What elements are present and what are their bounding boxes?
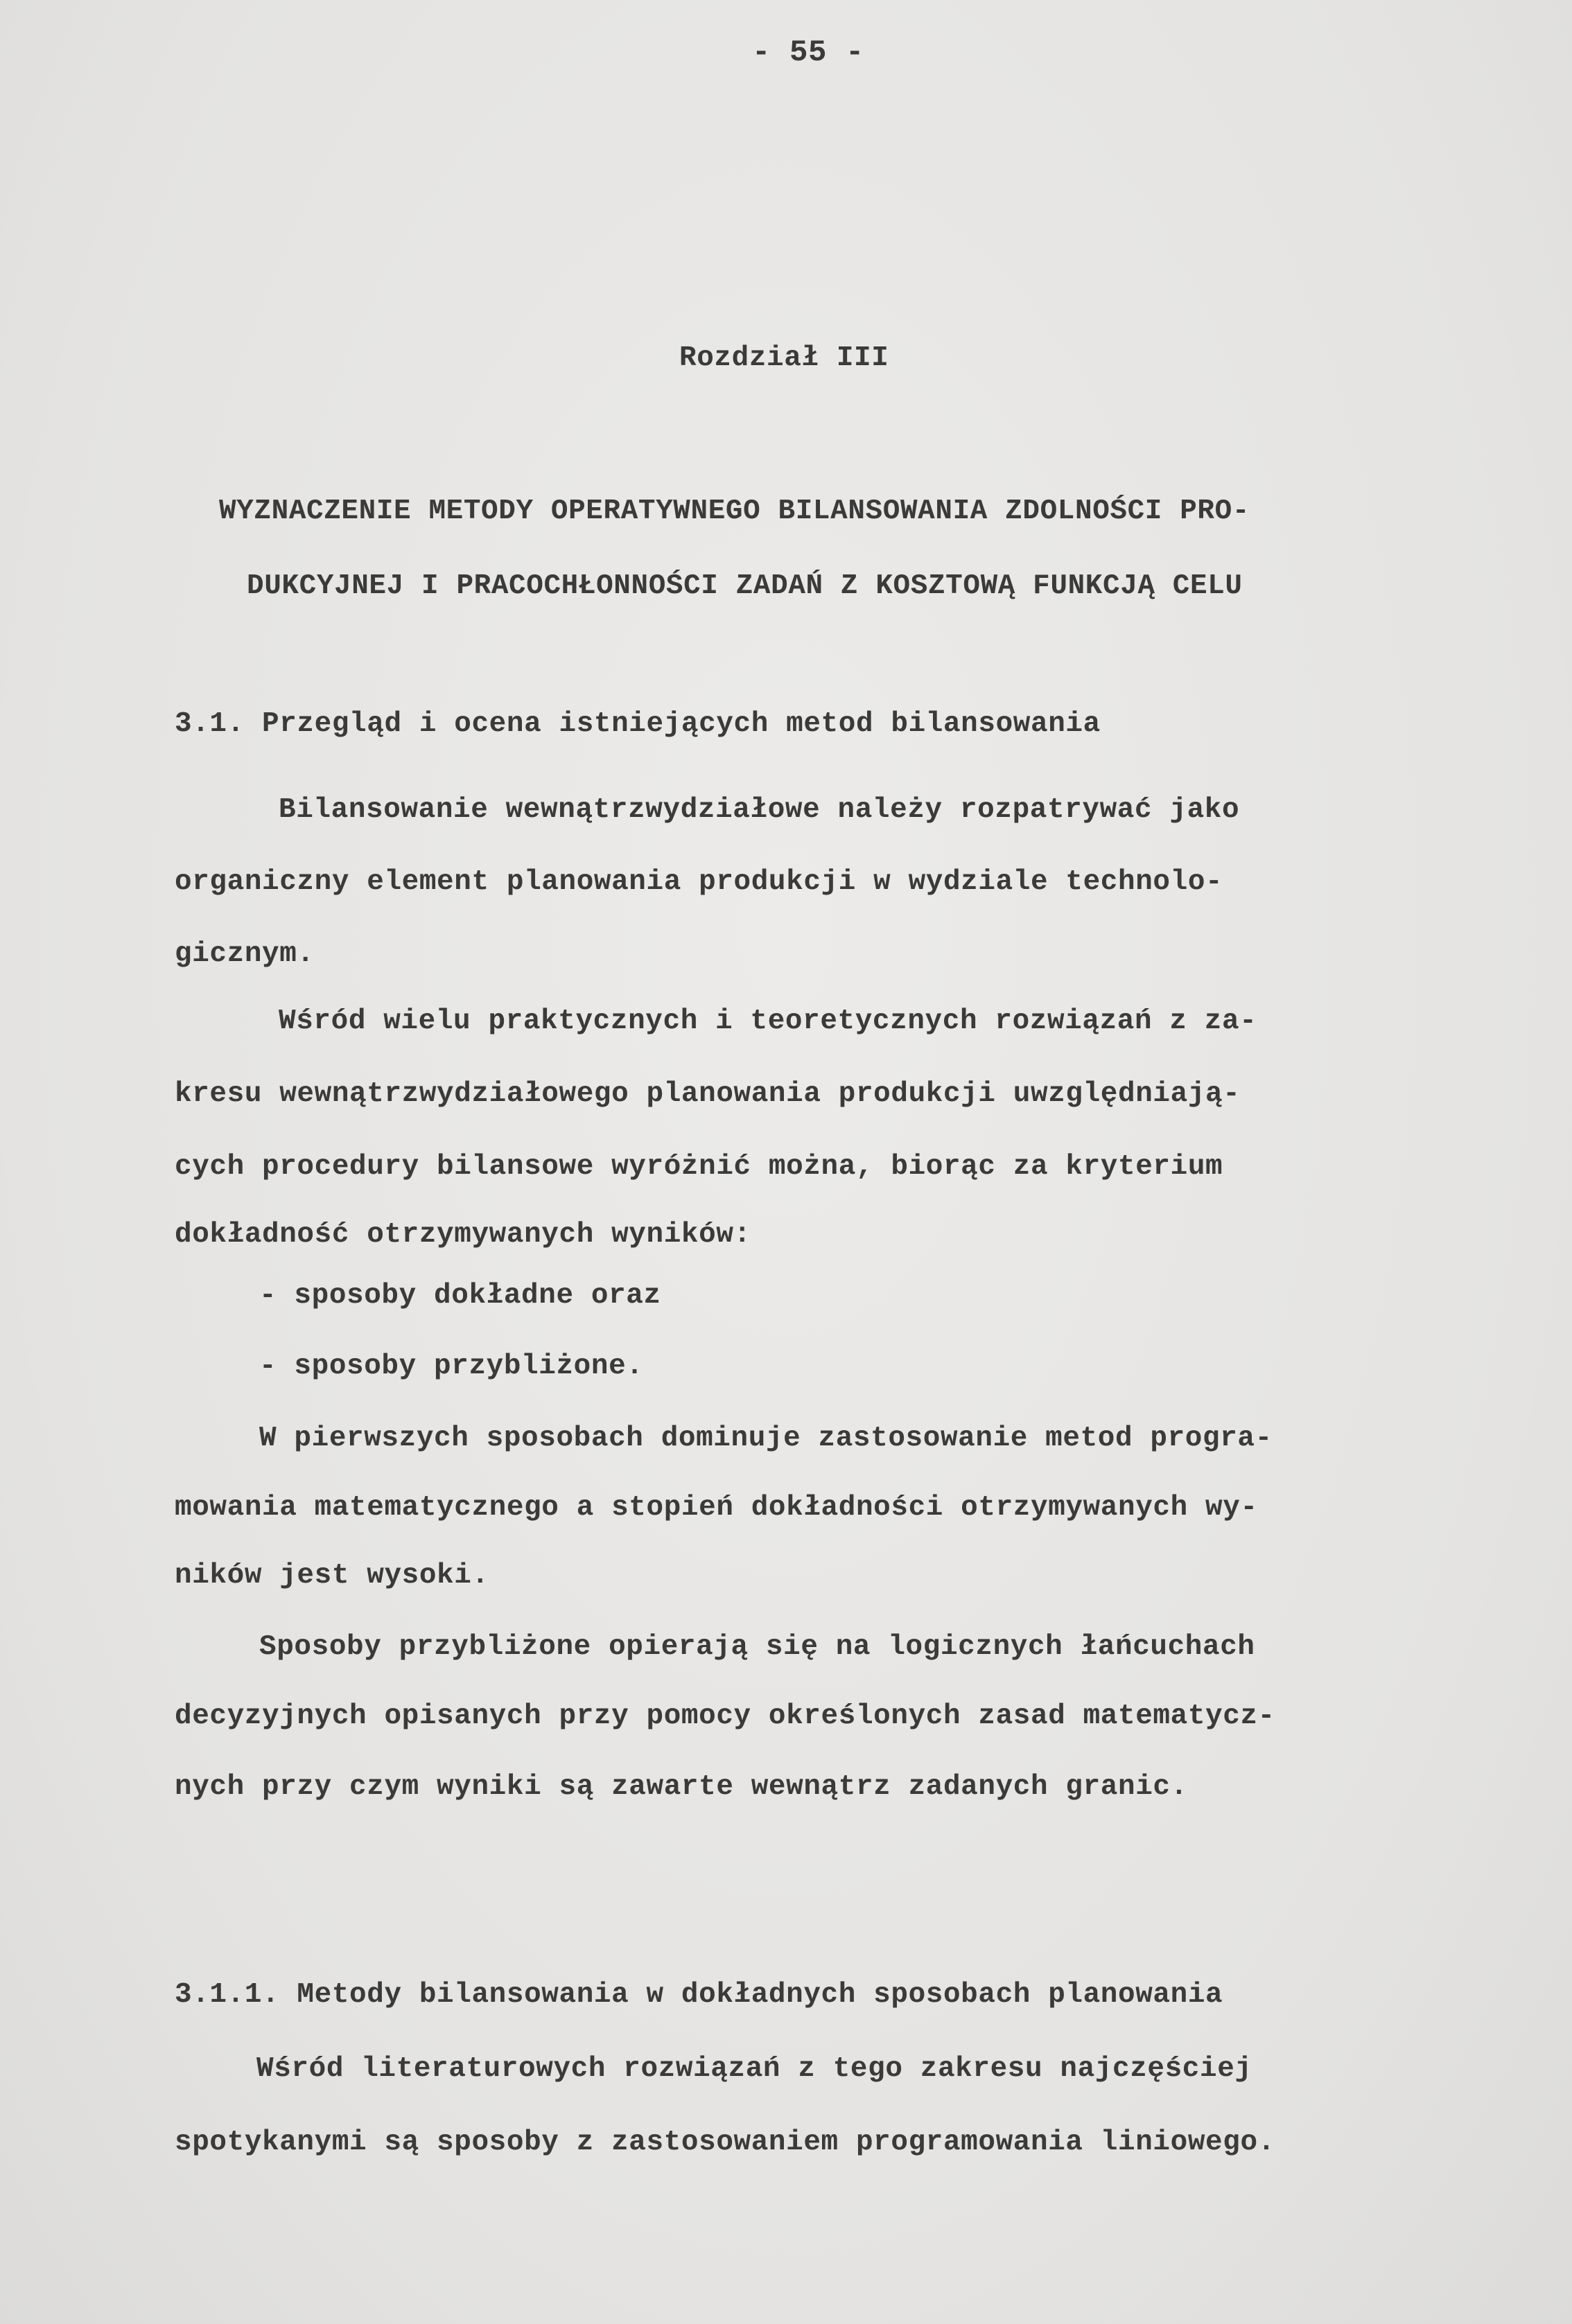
page-number: - 55 - (752, 35, 865, 70)
paragraph-4-line-1: Sposoby przybliżone opierają się na logicznych łańcuchach (259, 1631, 1255, 1663)
paragraph-1-line-2: organiczny element planowania produkcji w wydziale technolo- (175, 866, 1223, 898)
paragraph-4-line-2: decyzyjnych opisanych przy pomocy określonych zasad matematycz- (175, 1700, 1275, 1732)
paragraph-4-line-3: nych przy czym wyniki są zawarte wewnątrz zadanych granic. (175, 1771, 1188, 1803)
section-heading-3-1-1: 3.1.1. Metody bilansowania w dokładnych sposobach planowania (175, 1979, 1223, 2011)
list-item: - sposoby dokładne oraz (259, 1280, 661, 1312)
paragraph-3-line-1: W pierwszych sposobach dominuje zastosowanie metod progra- (259, 1423, 1273, 1454)
list-item: - sposoby przybliżone. (259, 1350, 644, 1382)
paragraph-3-line-3: ników jest wysoki. (175, 1560, 489, 1592)
paragraph-5-line-2: spotykanymi są sposoby z zastosowaniem programowania liniowego. (175, 2127, 1275, 2158)
chapter-title-line-1: WYZNACZENIE METODY OPERATYWNEGO BILANSOWANIA ZDOLNOŚCI PRO- (219, 495, 1250, 527)
paragraph-2-line-4: dokładność otrzymywanych wyników: (175, 1219, 751, 1251)
paragraph-3-line-2: mowania matematycznego a stopień dokładności otrzymywanych wy- (175, 1492, 1258, 1524)
chapter-title-line-2: DUKCYJNEJ I PRACOCHŁONNOŚCI ZADAŃ Z KOSZTOWĄ FUNKCJĄ CELU (247, 570, 1243, 602)
section-heading-3-1: 3.1. Przegląd i ocena istniejących metod bilansowania (175, 708, 1101, 740)
paragraph-2-line-3: cych procedury bilansowe wyróżnić można, biorąc za kryterium (175, 1151, 1223, 1183)
paragraph-1-line-3: gicznym. (175, 938, 315, 970)
paragraph-2-line-2: kresu wewnątrzwydziałowego planowania produkcji uwzględniają- (175, 1078, 1241, 1110)
chapter-heading: Rozdział III (679, 342, 889, 374)
paragraph-1-line-1: Bilansowanie wewnątrzwydziałowe należy rozpatrywać jako (279, 794, 1240, 826)
paragraph-5-line-1: Wśród literaturowych rozwiązań z tego zakresu najczęściej (256, 2053, 1252, 2085)
paragraph-2-line-1: Wśród wielu praktycznych i teoretycznych rozwiązań z za- (279, 1005, 1257, 1037)
